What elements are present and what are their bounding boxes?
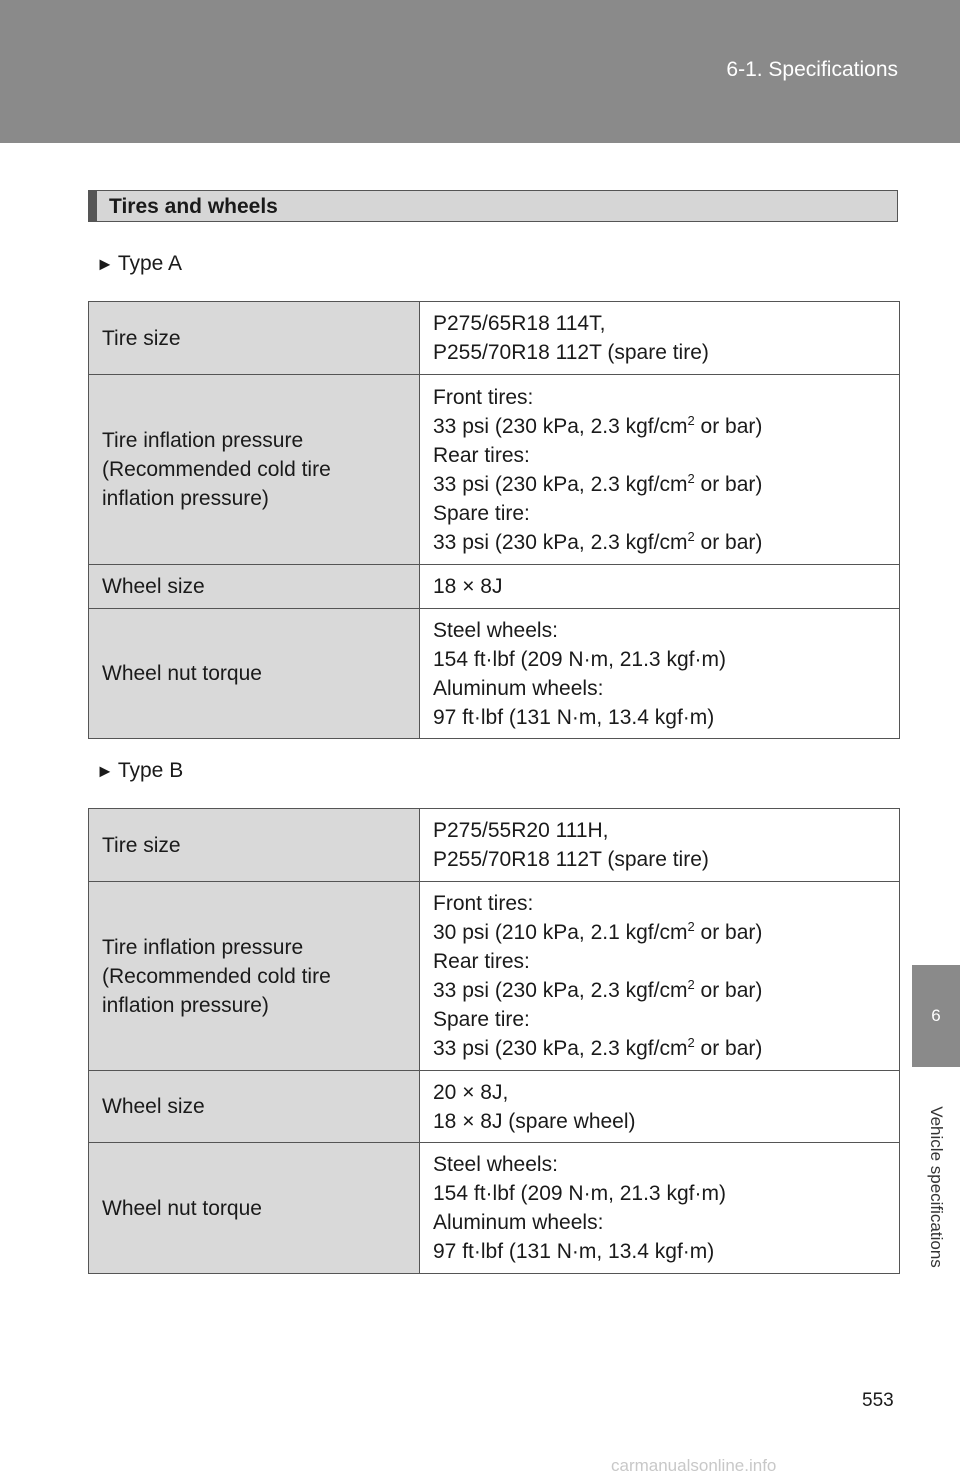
type-b-label: ► Type B xyxy=(96,759,184,782)
section-title: Tires and wheels xyxy=(109,195,278,218)
table-row xyxy=(89,565,900,609)
type-a-spec-table xyxy=(88,301,900,739)
triangle-bullet-icon: ► xyxy=(96,254,114,274)
table-row xyxy=(89,609,900,739)
wheel-size-label: Wheel size xyxy=(89,565,420,609)
tire-size-label: Tire size xyxy=(89,809,420,882)
tire-size-value: P275/65R18 114T, P255/70R18 112T (spare tire) xyxy=(420,302,900,375)
tire-size-label: Tire size xyxy=(89,302,420,375)
triangle-bullet-icon: ► xyxy=(96,761,114,781)
table-row xyxy=(89,809,900,882)
table-row xyxy=(89,882,900,1071)
table-row xyxy=(89,1143,900,1274)
page-number: 553 xyxy=(862,1390,894,1411)
wheel-size-label: Wheel size xyxy=(89,1071,420,1143)
wheel-nut-torque-value: Steel wheels: 154 ft·lbf (209 N·m, 21.3 kgf·m) Aluminum wheels: 97 ft·lbf (131 N·m, 13.4 kgf·m) xyxy=(420,609,900,739)
section-heading xyxy=(88,190,898,222)
wheel-nut-torque-label: Wheel nut torque xyxy=(89,609,420,739)
inflation-pressure-value: Front tires: 30 psi (210 kPa, 2.1 kgf/$cm^2$ or bar) Rear tires: 33 psi (230 kPa, 2.3 kgf/$cm^2$ or bar) Spare tire: 33 psi (230 kPa, 2.3 kgf/$cm^2$ or bar) xyxy=(420,882,900,1071)
inflation-pressure-label: Tire inflation pressure (Recommended cold tire inflation pressure) xyxy=(89,882,420,1071)
section-heading-accent xyxy=(89,191,97,221)
table-row xyxy=(89,1071,900,1143)
wheel-nut-torque-label: Wheel nut torque xyxy=(89,1143,420,1274)
tire-size-value: P275/55R20 111H, P255/70R18 112T (spare tire) xyxy=(420,809,900,882)
table-row xyxy=(89,302,900,375)
wheel-size-value: 20 × 8J, 18 × 8J (spare wheel) xyxy=(420,1071,900,1143)
table-row xyxy=(89,375,900,565)
wheel-nut-torque-value: Steel wheels: 154 ft·lbf (209 N·m, 21.3 kgf·m) Aluminum wheels: 97 ft·lbf (131 N·m, 13.4 kgf·m) xyxy=(420,1143,900,1274)
chapter-label xyxy=(912,1072,960,1302)
chapter-number: 6 xyxy=(931,1006,941,1025)
type-a-label: ► Type A xyxy=(96,252,183,275)
wheel-size-value: 18 × 8J xyxy=(420,565,900,609)
header-bar xyxy=(0,0,960,143)
watermark: carmanualsonline.info xyxy=(611,1456,777,1475)
header-title: 6-1. Specifications xyxy=(726,58,898,81)
chapter-tab xyxy=(912,965,960,1067)
chapter-label-text: Vehicle specifications xyxy=(927,1106,946,1268)
inflation-pressure-label: Tire inflation pressure (Recommended cold tire inflation pressure) xyxy=(89,375,420,565)
inflation-pressure-value: Front tires: 33 psi (230 kPa, 2.3 kgf/$cm^2$ or bar) Rear tires: 33 psi (230 kPa, 2.3 kgf/$cm^2$ or bar) Spare tire: 33 psi (230 kPa, 2.3 kgf/$cm^2$ or bar) xyxy=(420,375,900,565)
type-b-spec-table xyxy=(88,808,900,1274)
